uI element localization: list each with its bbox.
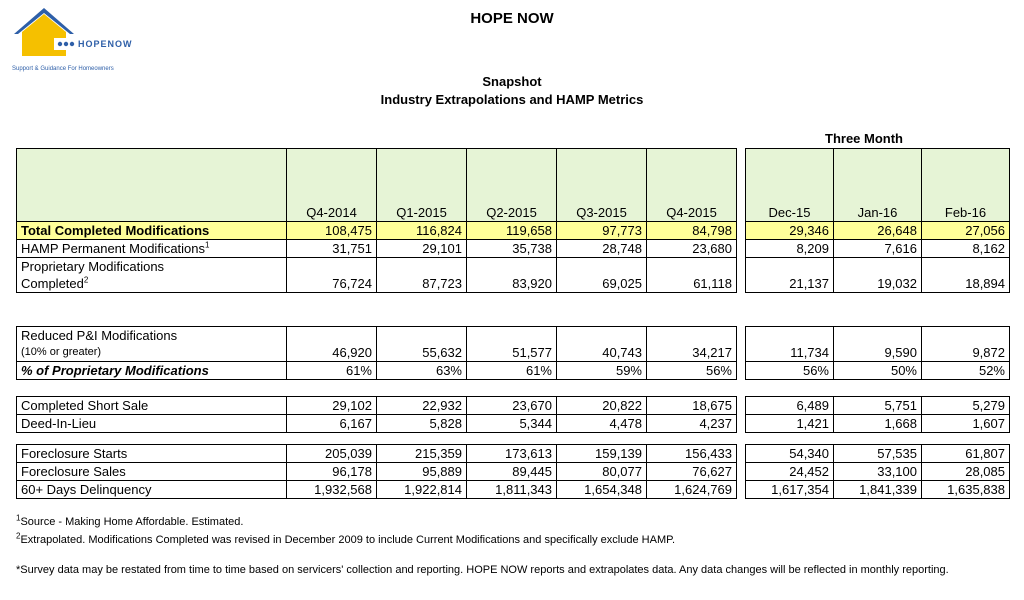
cell: 69,025 (557, 258, 647, 293)
cell: 46,920 (287, 327, 377, 362)
cell: 9,872 (922, 327, 1010, 362)
column-gap (737, 445, 746, 463)
cell: 96,178 (287, 463, 377, 481)
cell: 1,811,343 (467, 481, 557, 499)
col-header: Q3-2015 (557, 149, 647, 222)
cell: 173,613 (467, 445, 557, 463)
column-gap (737, 463, 746, 481)
cell: 61% (467, 362, 557, 380)
cell: 119,658 (467, 222, 557, 240)
table-row (17, 222, 1010, 240)
col-header: Q4-2014 (287, 149, 377, 222)
cell: 215,359 (377, 445, 467, 463)
cell: 21,137 (746, 258, 834, 293)
table-row (17, 362, 1010, 380)
row-label: Total Completed Modifications (17, 222, 287, 240)
row-label (17, 240, 287, 258)
report-subtitle: Snapshot (482, 74, 542, 89)
cell: 57,535 (834, 445, 922, 463)
cell: 1,617,354 (746, 481, 834, 499)
cell: 61,118 (647, 258, 737, 293)
row-label-line2: (10% or greater) (21, 346, 102, 358)
row-label: Foreclosure Starts (17, 445, 287, 463)
cell: 11,734 (746, 327, 834, 362)
cell: 1,922,814 (377, 481, 467, 499)
cell: 4,237 (647, 415, 737, 433)
col-header: Dec-15 (746, 149, 834, 222)
cell: 1,607 (922, 415, 1010, 433)
cell: 205,039 (287, 445, 377, 463)
footnote-1 (16, 515, 243, 530)
table-row (17, 415, 1010, 433)
table-row (17, 327, 1010, 362)
col-header: Q4-2015 (647, 149, 737, 222)
cell: 97,773 (557, 222, 647, 240)
cell: 29,101 (377, 240, 467, 258)
row-label: Completed Short Sale (17, 397, 287, 415)
footnote-1-marker: 1 (16, 513, 21, 523)
footnote-3: *Survey data may be restated from time to time based on servicers' collection and reporting. HOPE NOW reports and extrapolates data. Any data changes will be reflected in monthly reporting. (16, 564, 949, 576)
logo-name: HOPENOW (78, 39, 133, 49)
column-gap (737, 397, 746, 415)
col-header: Q1-2015 (377, 149, 467, 222)
cell: 23,670 (467, 397, 557, 415)
col-header: Jan-16 (834, 149, 922, 222)
header-row (17, 149, 1010, 222)
cell: 54,340 (746, 445, 834, 463)
cell: 27,056 (922, 222, 1010, 240)
cell: 51,577 (467, 327, 557, 362)
cell: 56% (746, 362, 834, 380)
foreclosure-table (16, 444, 1010, 499)
cell: 1,624,769 (647, 481, 737, 499)
row-label-line1: Proprietary Modifications (21, 259, 165, 274)
reduced-pi-table (16, 326, 1010, 380)
cell: 31,751 (287, 240, 377, 258)
column-gap (737, 149, 746, 222)
footnote-2 (16, 533, 675, 548)
cell: 52% (922, 362, 1010, 380)
cell: 26,648 (834, 222, 922, 240)
table-row (17, 481, 1010, 499)
row-label: Foreclosure Sales (17, 463, 287, 481)
cell: 6,489 (746, 397, 834, 415)
cell: 29,346 (746, 222, 834, 240)
cell: 83,920 (467, 258, 557, 293)
cell: 34,217 (647, 327, 737, 362)
cell: 1,635,838 (922, 481, 1010, 499)
cell: 1,421 (746, 415, 834, 433)
cell: 8,209 (746, 240, 834, 258)
cell: 19,032 (834, 258, 922, 293)
cell: 87,723 (377, 258, 467, 293)
cell: 76,724 (287, 258, 377, 293)
cell: 35,738 (467, 240, 557, 258)
cell: 89,445 (467, 463, 557, 481)
cell: 59% (557, 362, 647, 380)
cell: 18,675 (647, 397, 737, 415)
row-label: 60+ Days Delinquency (17, 481, 287, 499)
cell: 95,889 (377, 463, 467, 481)
cell: 18,894 (922, 258, 1010, 293)
cell: 56% (647, 362, 737, 380)
cell: 40,743 (557, 327, 647, 362)
cell: 1,932,568 (287, 481, 377, 499)
cell: 23,680 (647, 240, 737, 258)
table-row (17, 445, 1010, 463)
cell: 8,162 (922, 240, 1010, 258)
cell: 29,102 (287, 397, 377, 415)
footnote-1-text: Source - Making Home Affordable. Estimated. (20, 516, 244, 528)
cell: 84,798 (647, 222, 737, 240)
cell: 9,590 (834, 327, 922, 362)
cell: 50% (834, 362, 922, 380)
cell: 33,100 (834, 463, 922, 481)
logo-tagline: Support & Guidance For Homeowners (12, 66, 114, 72)
row-label (17, 258, 287, 293)
row-label (17, 327, 287, 362)
cell: 1,841,339 (834, 481, 922, 499)
page-title: HOPE NOW (470, 10, 554, 27)
cell: 22,932 (377, 397, 467, 415)
row-label: % of Proprietary Modifications (17, 362, 287, 380)
footnote-marker: 2 (83, 275, 89, 285)
cell: 24,452 (746, 463, 834, 481)
cell: 61,807 (922, 445, 1010, 463)
cell: 1,654,348 (557, 481, 647, 499)
cell: 1,668 (834, 415, 922, 433)
header-label-cell (17, 149, 287, 222)
col-header: Q2-2015 (467, 149, 557, 222)
col-header: Feb-16 (922, 149, 1010, 222)
cell: 5,344 (467, 415, 557, 433)
cell: 116,824 (377, 222, 467, 240)
cell: 28,748 (557, 240, 647, 258)
cell: 76,627 (647, 463, 737, 481)
table-row (17, 258, 1010, 293)
column-gap (737, 258, 746, 293)
cell: 156,433 (647, 445, 737, 463)
cell: 5,751 (834, 397, 922, 415)
column-gap (737, 481, 746, 499)
row-label: Deed-In-Lieu (17, 415, 287, 433)
row-label-text: HAMP Permanent Modifications (21, 241, 206, 256)
cell: 4,478 (557, 415, 647, 433)
column-gap (737, 415, 746, 433)
table-row (17, 463, 1010, 481)
footnote-2-marker: 2 (16, 531, 21, 541)
cell: 28,085 (922, 463, 1010, 481)
cell: 7,616 (834, 240, 922, 258)
footnote-marker: 1 (205, 240, 210, 250)
cell: 80,077 (557, 463, 647, 481)
three-month-label: Three Month (825, 131, 903, 146)
report-subtitle-2: Industry Extrapolations and HAMP Metrics (380, 92, 644, 107)
cell: 61% (287, 362, 377, 380)
column-gap (737, 327, 746, 362)
cell: 5,828 (377, 415, 467, 433)
footnote-2-text: Extrapolated. Modifications Completed was revised in December 2009 to include Current Modifications and specifically exclude HAMP. (20, 534, 676, 546)
table-row (17, 240, 1010, 258)
cell: 20,822 (557, 397, 647, 415)
table-row (17, 397, 1010, 415)
cell: 63% (377, 362, 467, 380)
short-sale-table (16, 396, 1010, 433)
column-gap (737, 222, 746, 240)
row-label-line2: Completed (21, 276, 84, 291)
column-gap (737, 362, 746, 380)
cell: 5,279 (922, 397, 1010, 415)
cell: 55,632 (377, 327, 467, 362)
row-label-line1: Reduced P&I Modifications (21, 328, 178, 343)
cell: 108,475 (287, 222, 377, 240)
column-gap (737, 240, 746, 258)
cell: 6,167 (287, 415, 377, 433)
cell: 159,139 (557, 445, 647, 463)
modifications-table (16, 148, 1010, 293)
